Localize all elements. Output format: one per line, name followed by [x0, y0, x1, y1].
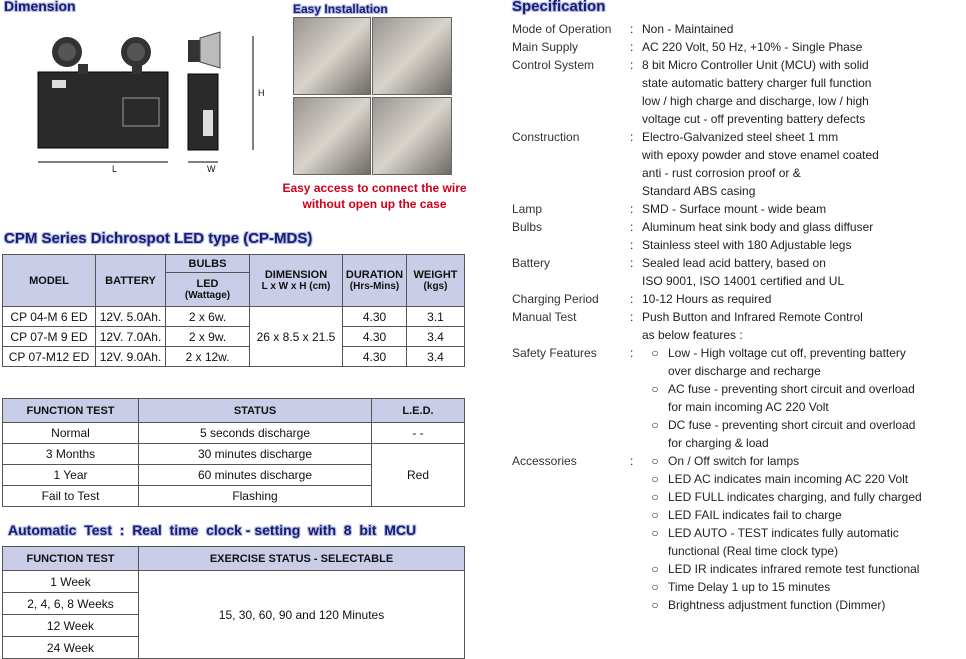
- spec-line: Time Delay 1 up to 15 minutes: [668, 580, 831, 594]
- dim-label-w: W: [207, 164, 216, 174]
- spec-label: Safety Features: [512, 346, 597, 360]
- spec-colon: :: [630, 454, 634, 468]
- header-dimension: DIMENSION L x W x H (cm): [250, 255, 343, 307]
- spec-line: as below features :: [642, 328, 743, 342]
- spec-colon: :: [630, 292, 634, 306]
- spec-line: LED AUTO - TEST indicates fully automatic: [668, 526, 899, 540]
- spec-bullet: [642, 416, 962, 452]
- spec-colon: :: [630, 256, 634, 270]
- table-row: 1 Week 15, 30, 60, 90 and 120 Minutes: [3, 571, 465, 593]
- spec-value: [642, 452, 962, 614]
- spec-bullet: [642, 488, 962, 506]
- spec-line: Brightness adjustment function (Dimmer): [668, 598, 886, 612]
- spec-line: with epoxy powder and stove enamel coated: [642, 148, 879, 162]
- spec-bullet-text: [668, 380, 962, 416]
- spec-line: ISO 9001, ISO 14001 certified and UL: [642, 274, 845, 288]
- spec-line: for main incoming AC 220 Volt: [668, 400, 829, 414]
- spec-line: anti - rust corrosion proof or &: [642, 166, 801, 180]
- spec-colon: :: [630, 58, 634, 72]
- spec-value: [642, 308, 962, 344]
- table-row: 24 Week: [3, 637, 465, 659]
- table-row: 12 Week: [3, 615, 465, 637]
- spec-line: for charging & load: [668, 436, 769, 450]
- spec-label: Construction: [512, 130, 580, 144]
- spec-label: Battery: [512, 256, 551, 270]
- header-exercise-status: EXERCISE STATUS - SELECTABLE: [139, 547, 465, 571]
- exercise-status-value: 15, 30, 60, 90 and 120 Minutes: [139, 571, 465, 659]
- spec-value: [642, 56, 962, 128]
- table-row: 2, 4, 6, 8 Weeks: [3, 593, 465, 615]
- spec-colon: :: [630, 202, 634, 216]
- spec-value: [642, 20, 962, 38]
- spec-label: Accessories: [512, 454, 577, 468]
- spec-line: AC 220 Volt, 50 Hz, +10% - Single Phase: [642, 40, 863, 54]
- auto-test-table: [2, 546, 465, 659]
- bullet-icon: ○: [651, 454, 659, 468]
- spec-colon: :: [630, 40, 634, 54]
- spec-value: [642, 38, 962, 56]
- install-title: Easy Installation: [293, 2, 388, 16]
- dimension-value: 26 x 8.5 x 21.5: [250, 307, 343, 367]
- spec-colon: :: [630, 130, 634, 144]
- spec-line: state automatic battery charger full function: [642, 76, 872, 90]
- spec-bullet-text: [668, 560, 962, 578]
- bullet-icon: ○: [651, 382, 659, 396]
- spec-line: Stainless steel with 180 Adjustable legs: [642, 238, 852, 252]
- spec-value: [642, 344, 962, 452]
- spec-bullet: [642, 560, 962, 578]
- spec-bullet: [642, 524, 962, 560]
- spec-line: Electro-Galvanized steel sheet 1 mm: [642, 130, 839, 144]
- spec-item-safety: [512, 344, 962, 452]
- bullet-icon: ○: [651, 490, 659, 504]
- spec-bullet-text: [668, 578, 962, 596]
- header-battery: BATTERY: [96, 255, 166, 307]
- table-row: CP 04-M 6 ED 12V. 5.0Ah. 2 x 6w. 26 x 8.5 x 21.5 4.30 3.1: [3, 307, 465, 327]
- spec-value: [642, 218, 962, 236]
- spec-bullet-text: [668, 452, 962, 470]
- spec-label: Charging Period: [512, 292, 599, 306]
- header-duration: DURATION (Hrs-Mins): [343, 255, 407, 307]
- spec-line: Push Button and Infrared Remote Control: [642, 310, 863, 324]
- spec-label: Main Supply: [512, 40, 579, 54]
- spec-item: [512, 218, 962, 236]
- series-title: CPM Series Dichrospot LED type (CP-MDS): [4, 230, 313, 247]
- bullet-icon: ○: [651, 580, 659, 594]
- spec-bullet-text: [668, 524, 962, 560]
- header-model: MODEL: [3, 255, 96, 307]
- header-led-status: L.E.D.: [372, 399, 465, 423]
- spec-label: Lamp: [512, 202, 543, 216]
- spec-line: DC fuse - preventing short circuit and overload: [668, 418, 916, 432]
- spec-line: Non - Maintained: [642, 22, 734, 36]
- spec-bullet: [642, 452, 962, 470]
- table-row: Normal 5 seconds discharge - -: [3, 423, 465, 444]
- spec-line: On / Off switch for lamps: [668, 454, 800, 468]
- spec-bullet-text: [668, 344, 962, 380]
- spec-item: [512, 20, 962, 38]
- spec-item: [512, 308, 962, 344]
- spec-line: LED IR indicates infrared remote test functional: [668, 562, 920, 576]
- table-row: CP 07-M 9 ED 12V. 7.0Ah. 2 x 9w. 4.30 3.4: [3, 327, 465, 347]
- spec-bullet-text: [668, 596, 962, 614]
- table-row: Fail to Test Flashing: [3, 486, 465, 507]
- spec-item: [512, 38, 962, 56]
- function-test-table: [2, 398, 465, 507]
- spec-value: [642, 236, 962, 254]
- spec-value: [642, 200, 962, 218]
- install-photo-4: [372, 97, 452, 175]
- header-weight: WEIGHT (kgs): [407, 255, 465, 307]
- dim-label-h: H: [258, 88, 265, 98]
- install-photo-3: [293, 97, 371, 175]
- spec-colon: :: [630, 220, 634, 234]
- bullet-icon: ○: [651, 526, 659, 540]
- header-status: STATUS: [139, 399, 372, 423]
- spec-line: LED FAIL indicates fail to charge: [668, 508, 842, 522]
- dimension-drawing: [28, 30, 268, 180]
- spec-title: Specification: [512, 0, 606, 15]
- auto-test-title: Automatic Test : Real time clock - setting with 8 bit MCU: [8, 522, 417, 538]
- header-led: LED (Wattage): [166, 273, 250, 307]
- spec-line: over discharge and recharge: [668, 364, 821, 378]
- spec-line: 8 bit Micro Controller Unit (MCU) with solid: [642, 58, 869, 72]
- table-row: 3 Months 30 minutes discharge Red: [3, 444, 465, 465]
- bullet-icon: ○: [651, 508, 659, 522]
- spec-bullet-text: [668, 416, 962, 452]
- spec-bullet: [642, 344, 962, 380]
- spec-bullet: [642, 470, 962, 488]
- install-caption-2: without open up the case: [302, 197, 447, 211]
- table-row: CP 07-M12 ED 12V. 9.0Ah. 2 x 12w. 4.30 3.4: [3, 347, 465, 367]
- spec-line: Aluminum heat sink body and glass diffuser: [642, 220, 874, 234]
- spec-item: [512, 128, 962, 200]
- spec-bullet: [642, 380, 962, 416]
- bullet-icon: ○: [651, 472, 659, 486]
- spec-item: [512, 290, 962, 308]
- spec-list: [512, 20, 962, 614]
- header-bulbs: BULBS: [166, 255, 250, 273]
- dim-label-l: L: [112, 164, 118, 174]
- bullet-icon: ○: [651, 598, 659, 612]
- led-red: Red: [372, 444, 465, 507]
- spec-bullet: [642, 596, 962, 614]
- spec-label: [512, 236, 630, 254]
- spec-bullet-text: [668, 488, 962, 506]
- spec-bullet: [642, 506, 962, 524]
- spec-bullet-text: [668, 506, 962, 524]
- spec-line: Sealed lead acid battery, based on: [642, 256, 826, 270]
- spec-bullet-text: [668, 470, 962, 488]
- bullet-icon: ○: [651, 418, 659, 432]
- spec-line: LED AC indicates main incoming AC 220 Volt: [668, 472, 909, 486]
- spec-value: [642, 254, 962, 290]
- bullet-icon: ○: [651, 562, 659, 576]
- spec-line: functional (Real time clock type): [668, 544, 839, 558]
- spec-value: [642, 290, 962, 308]
- spec-colon: :: [630, 22, 634, 36]
- spec-item: [512, 200, 962, 218]
- spec-label: Mode of Operation: [512, 22, 612, 36]
- spec-colon: :: [630, 310, 634, 324]
- header-function-test: FUNCTION TEST: [3, 399, 139, 423]
- spec-line: AC fuse - preventing short circuit and overload: [668, 382, 915, 396]
- spec-line: 10-12 Hours as required: [642, 292, 772, 306]
- spec-item: [512, 254, 962, 290]
- spec-line: Low - High voltage cut off, preventing battery: [668, 346, 906, 360]
- spec-bullet: [642, 578, 962, 596]
- install-photo-1: [293, 17, 371, 95]
- spec-item: [512, 236, 962, 254]
- model-table: [2, 254, 465, 367]
- spec-line: voltage cut - off preventing battery defects: [642, 112, 866, 126]
- spec-colon: :: [630, 346, 634, 360]
- spec-line: SMD - Surface mount - wide beam: [642, 202, 827, 216]
- table-row: 1 Year 60 minutes discharge: [3, 465, 465, 486]
- spec-line: low / high charge and discharge, low / high: [642, 94, 869, 108]
- spec-value: [642, 128, 962, 200]
- install-photo-2: [372, 17, 452, 95]
- spec-item-accessories: [512, 452, 962, 614]
- dimension-title: Dimension: [4, 0, 76, 14]
- spec-line: Standard ABS casing: [642, 184, 756, 198]
- spec-colon: :: [630, 238, 634, 252]
- install-caption-1: Easy access to connect the wire: [282, 181, 467, 195]
- spec-label: Manual Test: [512, 310, 577, 324]
- spec-line: LED FULL indicates charging, and fully charged: [668, 490, 922, 504]
- header-auto-function-test: FUNCTION TEST: [3, 547, 139, 571]
- spec-label: Bulbs: [512, 220, 543, 234]
- bullet-icon: ○: [651, 346, 659, 360]
- spec-label: Control System: [512, 58, 595, 72]
- spec-item: [512, 56, 962, 128]
